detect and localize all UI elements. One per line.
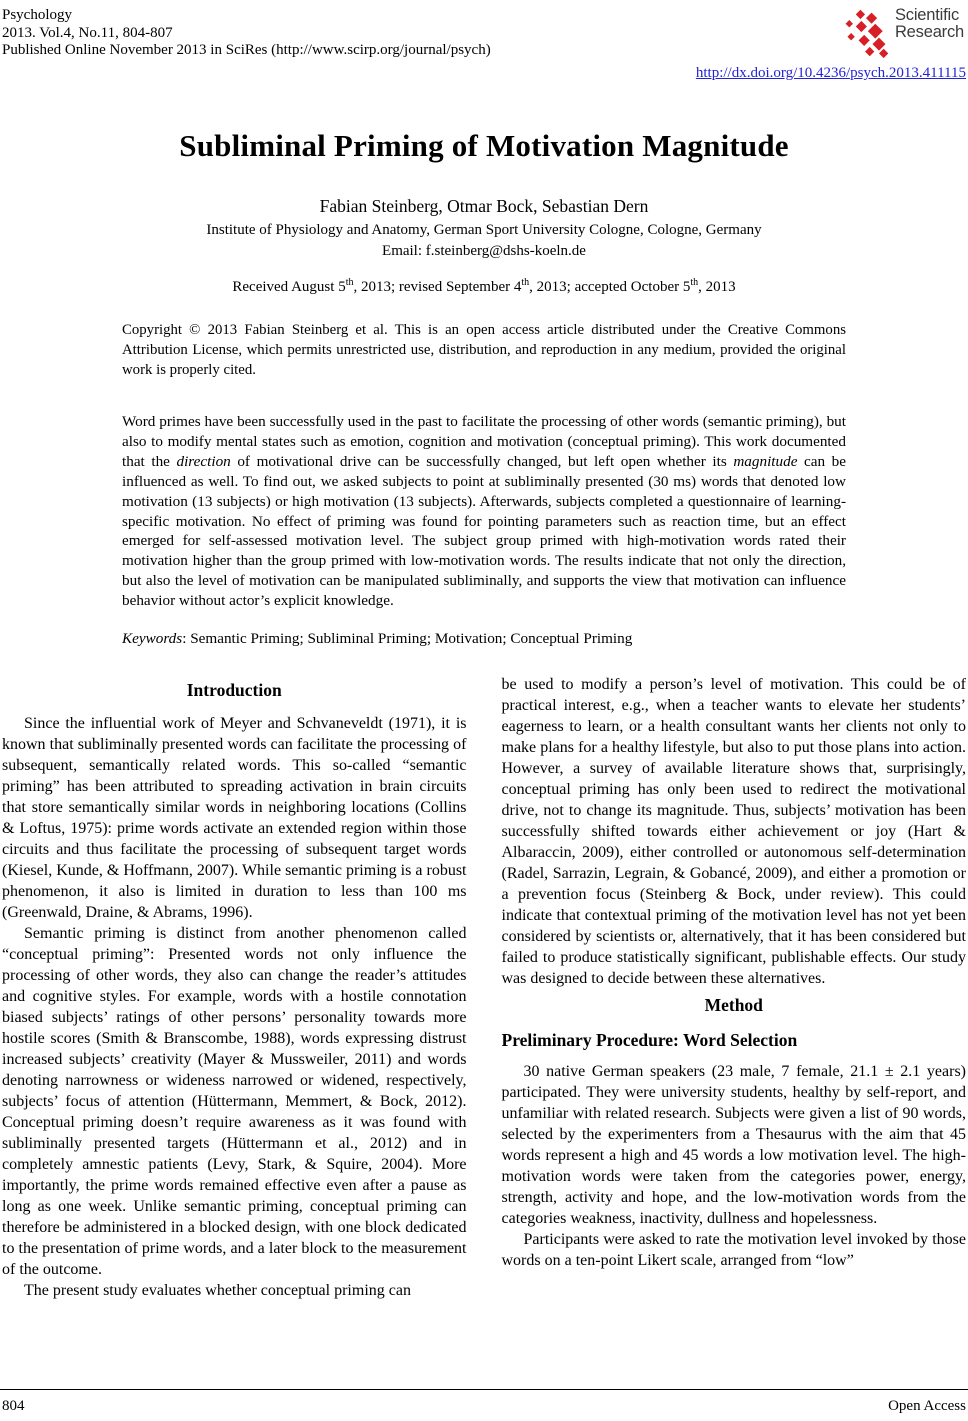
journal-info (2, 7, 491, 82)
subsection-heading-word-selection: Preliminary Procedure: Word Selection (501, 1030, 798, 1051)
page-footer (0, 1389, 968, 1421)
publisher-name-line2: Research (894, 23, 964, 41)
section-heading-method: Method (704, 995, 763, 1016)
left-column (2, 674, 467, 1301)
method-paragraph-1: 30 native German speakers (23 male, 7 female, 21.1 ± 2.1 years) participated. They were university students, healthy by self-report, and unfamiliar with related research. Subjects were given a list of 90 words, selected by the experimenters from a Thesaurus with the aim that 45 words represent a high and 45 words a low motivation level. The high-motivation words were taken from the categories power, energy, strength, activity and hope, and the low-motivation words from the categories weakness, inactivity, dullness and hopelessness. (501, 1063, 966, 1228)
open-access-label: Open Access (888, 1398, 966, 1414)
received-line: Received August 5th, 2013; revised September 4th, 2013; accepted October 5th, 2013 (232, 277, 736, 295)
abstract-paragraph: Word primes have been successfully used in the past to facilitate the processing of other words (semantic priming), but also to modify mental states such as emotion, cognition and motivation (conceptual priming). This work documented that the direction of motivational drive can be successfully changed, but left open whether its magnitude can be influenced as well. To find out, we asked subjects to point at subliminally presented (30 ms) words that denoted low motivation (13 subjects) or high motivation (13 subjects). Afterwards, subjects completed a questionnaire of learning-specific motivation. No effect of priming was found for pointing parameters such as reaction time, but an effect emerged for self-assessed motivation level. The subject group primed with high-motivation words rated their motivation higher than the group primed with low-motivation words. The results indicate that not only the direction, but also the level of motivation can be manipulated subliminally, and supports the view that motivation can influence behavior without actor’s explicit knowledge. (122, 413, 847, 610)
body-columns (0, 674, 968, 1301)
doi-link[interactable]: http://dx.doi.org/10.4236/psych.2013.411115 (695, 65, 966, 81)
keywords-line: Keywords: Semantic Priming; Subliminal Priming; Motivation; Conceptual Priming (122, 630, 633, 648)
intro-paragraph-continuation: be used to modify a person’s level of motivation. This could be of practical interest, e.g., when a teacher wants to elevate her students’ eagerness to learn, or a health consultant wants her clients not only to make plans for a healthy lifestyle, but also to put those plans into action. However, a survey of available literature shows that, surprisingly, conceptual priming has only been used to redirect the motivational drive, not to change its magnitude. Thus, subjects’ motivation has been successfully shifted towards either achievement or joy (Hart & Albaraccin, 2009), either controlled or autonomous self-determination (Radel, Sarrazin, Legrain, & Gobancé, 2009), and either a promotion or a prevention focus (Steinberg & Bock, under review). This could indicate that contextual priming of the motivation level has not yet been considered by scientists or, alternatively, that it has been considered but failed to produce statistically significant, publishable effects. Our study was designed to decide between these alternatives. (501, 676, 966, 988)
page-header (0, 0, 968, 82)
paper-title: Subliminal Priming of Motivation Magnitude (179, 128, 789, 163)
right-column (502, 674, 967, 1301)
email-line: Email: f.steinberg@dshs-koeln.de (382, 243, 586, 259)
section-heading-introduction: Introduction (186, 680, 282, 701)
journal-name: Psychology (2, 7, 73, 23)
page-number: 804 (2, 1398, 25, 1414)
intro-paragraph-3: The present study evaluates whether conceptual priming can (24, 1282, 411, 1300)
publisher-logo (841, 7, 964, 59)
publisher-name (895, 7, 964, 41)
authors-line: Fabian Steinberg, Otmar Bock, Sebastian Dern (319, 196, 649, 216)
scientific-research-diamonds-icon (841, 7, 891, 59)
published-line: Published Online November 2013 in SciRes (http://www.scirp.org/journal/psych) (2, 42, 491, 58)
intro-paragraph-2: Semantic priming is distinct from another phenomenon called “conceptual priming”: Presented words not only influence the processing of other words, they also can change the reader’s attitudes and cognitive styles. For example, words with a hostile connotation biased subjects’ ratings of other persons’ personality towards more hostile scores (Smith & Branscombe, 1988), words expressing distrust increased subjects’ creativity (Mayer & Mussweiler, 2011) and words denoting narrowness or wideness narrowed or widened, respectively, subjects’ focus of attention (Hüttermann, Memmert, & Bock, 2012). Conceptual priming doesn’t require awareness as it was found with subliminally presented targets (Hüttermann et al., 2012) and in completely amnestic patients (Levy, Stark, & Squire, 2004). More importantly, the prime words remained effective even after a pause as long as one week. Unlike semantic priming, conceptual priming can therefore be administered in a blocked design, with one block dedicated to the presentation of prime words, and a later block to the measurement of the outcome. (2, 925, 467, 1279)
header-right (696, 7, 966, 82)
publisher-name-line1: Scientific (894, 6, 959, 24)
method-paragraph-2: Participants were asked to rate the motivation level invoked by those words on a ten-point Likert scale, arranged from “low” (501, 1231, 966, 1270)
copyright-notice: Copyright © 2013 Fabian Steinberg et al. This is an open access article distributed under the Creative Commons Attribution License, which permits unrestricted use, distribution, and reproduction in any medium, provided the original work is properly cited. (122, 322, 846, 378)
intro-paragraph-1: Since the influential work of Meyer and Schvaneveldt (1971), it is known that subliminally presented words can facilitate the processing of subsequent, semantically related words. This so-called “semantic priming” has been attributed to spreading activation in brain circuits that store semantically similar words in neighboring locations (Collins & Loftus, 1975): prime words activate an extended region within those circuits and thus facilitate the processing of subsequent target words (Kiesel, Kunde, & Hoffmann, 2007). While semantic priming is a robust phenomenon, it also is limited in duration to less than 100 ms (Greenwald, Draine, & Abrams, 1996). (2, 715, 467, 922)
journal-issue: 2013. Vol.4, No.11, 804-807 (2, 24, 173, 41)
affiliation-line: Institute of Physiology and Anatomy, German Sport University Cologne, Cologne, Germany (206, 222, 762, 238)
